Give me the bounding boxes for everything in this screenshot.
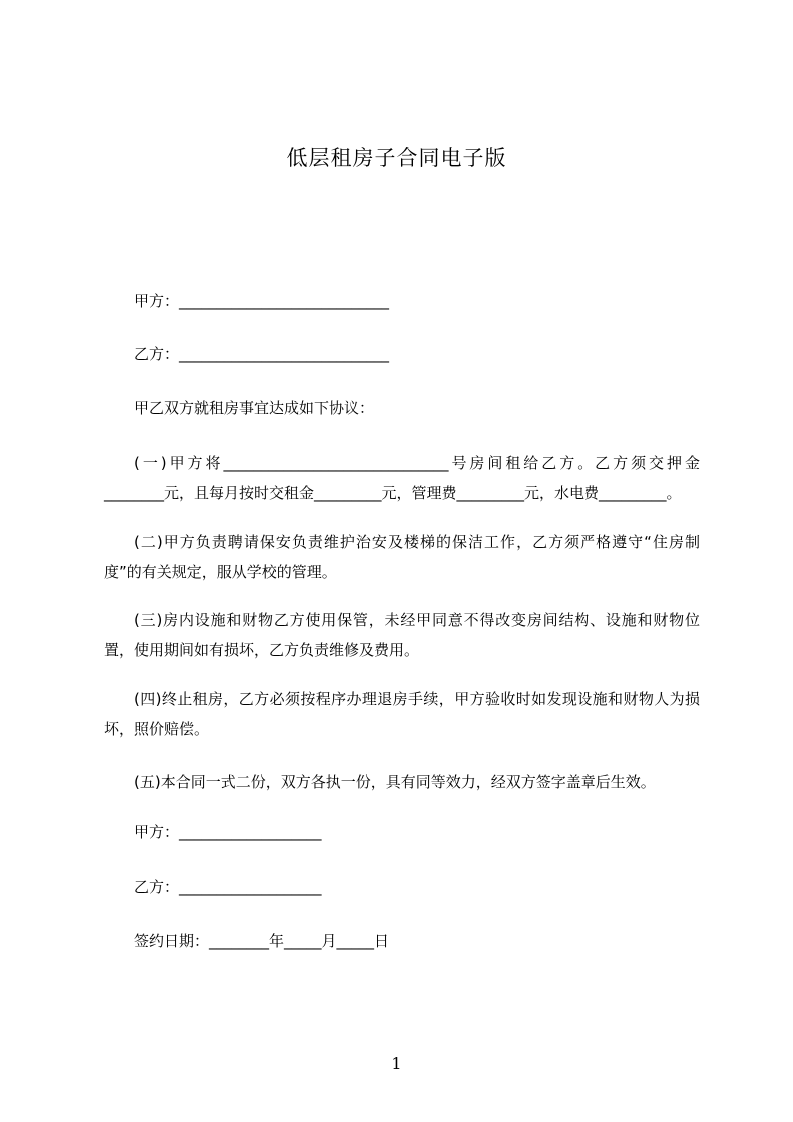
party-a-line: 甲方：____________________________	[134, 292, 390, 310]
page-number: 1	[391, 1054, 402, 1073]
sign-party-a: 甲方：___________________	[134, 823, 322, 841]
clause-2: (二)甲方负责聘请保安负责维护治安及楼梯的保洁工作，乙方须严格遵守“住房制度”的有关规定，服从学校的管理。	[104, 533, 700, 581]
clause-4: (四)终止租房，乙方必须按程序办理退房手续，甲方验收时如发现设施和财物人为损坏，照价赔偿。	[104, 690, 700, 738]
document-title: 低层租房子合同电子版	[286, 146, 507, 170]
intro-line: 甲乙双方就租房事宜达成如下协议：	[134, 399, 375, 417]
sign-date: 签约日期：________年_____月_____日	[134, 932, 390, 950]
sign-party-b: 乙方：___________________	[134, 878, 322, 896]
clause-1: (一)甲方将______________________________号房间租给乙方。乙方须交押金________元，且每月按时交租金_________元，管理费_________元，水电费_________。	[104, 454, 700, 502]
clause-5: (五)本合同一式二份，双方各执一份，具有同等效力，经双方签字盖章后生效。	[134, 773, 656, 791]
party-b-line: 乙方：____________________________	[134, 345, 390, 363]
clause-3: (三)房内设施和财物乙方使用保管，未经甲同意不得改变房间结构、设施和财物位置，使用期间如有损坏，乙方负责维修及费用。	[104, 611, 700, 659]
